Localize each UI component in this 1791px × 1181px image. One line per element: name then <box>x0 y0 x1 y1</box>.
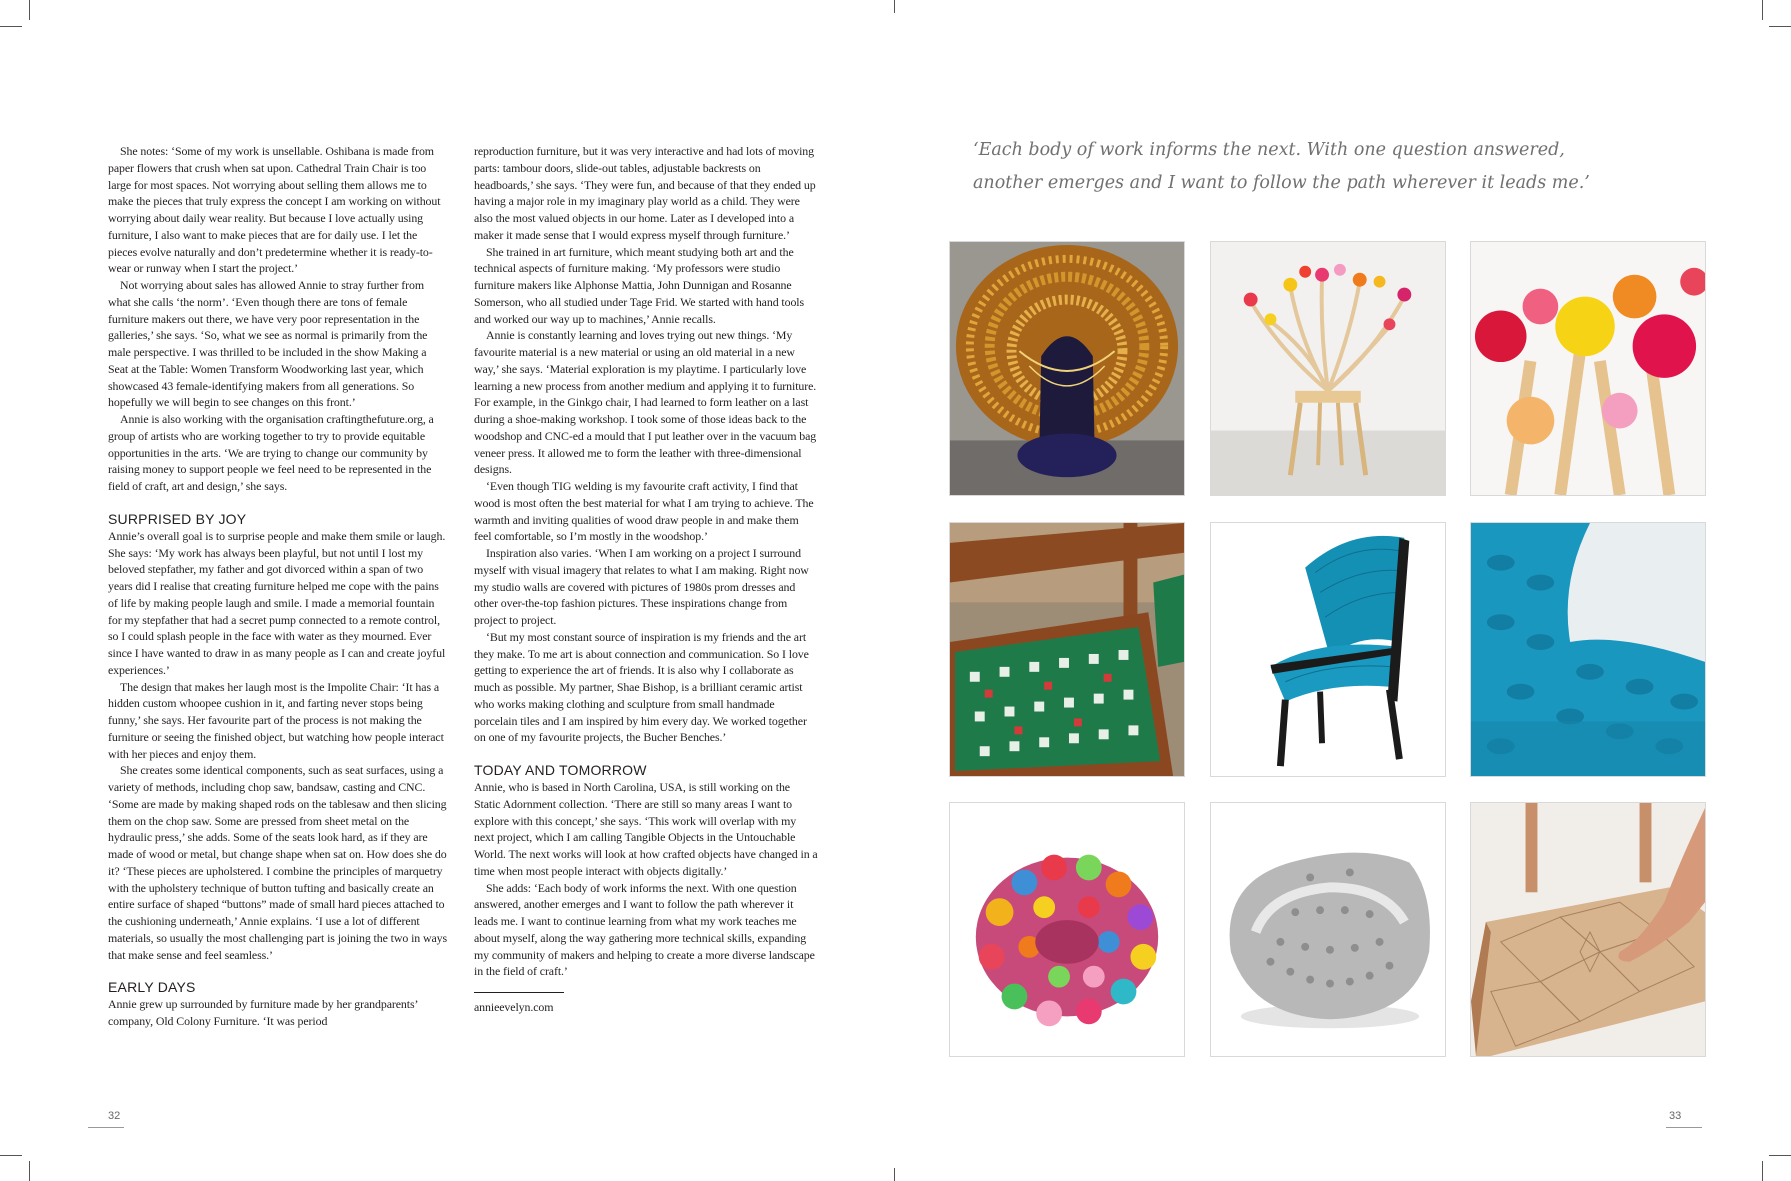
page-number-left: 32 <box>108 1110 121 1122</box>
photo-patterned-benches <box>949 522 1185 777</box>
article-middle-column <box>474 143 818 1016</box>
crop-mark <box>0 1155 22 1156</box>
body-paragraph: Not worrying about sales has allowed Annie to stray further from what she calls ‘the norm’. ‘Even though there are tons of female furniture makers out there, we have very poor representation in the galleries,’ she says. ‘So, what we see as normal is primarily from the male perspective. I was thrilled to be included in the show Making a Seat at the Table: Women Transform Woodworking last year, which showcased 43 female-identifying makers from all generations. So hopefully we will begin to see changes on this front.’ <box>108 278 428 410</box>
body-paragraph: Inspiration also varies. ‘When I am working on a project I surround myself with visual imagery that relates to what I am making. Right now my studio walls are covered with pictures of 1980s prom dresses and other over-the-top fashion pictures. These inspirations change from project to project. <box>474 546 809 627</box>
photo-wood-marquetry-seat <box>1470 802 1706 1057</box>
pull-quote <box>973 134 1593 200</box>
pull-quote-line: ‘Each body of work informs the next. With one question answered, <box>973 140 1565 160</box>
body-paragraph: ‘Even though TIG welding is my favourite craft activity, I find that wood is most often the best material for what I am trying to achieve. The warmth and inviting qualities of wood draw people in and make them feel comfortable, so I’m mostly in the woodshop.’ <box>474 479 814 544</box>
body-paragraph: She notes: ‘Some of my work is unsellable. Oshibana is made from paper flowers that crush when sat upon. Cathedral Train Chair is too large for most spaces. Not worrying about selling them allows me to make the pieces that truly express the concept I am working on without worrying about daily wear reality. But because I love actually using furniture, I also want to make pieces that are for daily use. I let the pieces evolve naturally and don’t predetermine whether it is ready-to-wear or runway when I start the project.’ <box>108 144 441 276</box>
photo-blue-tufted-chair <box>1210 522 1446 777</box>
crop-mark <box>29 0 30 20</box>
website-link[interactable]: annieevelyn.com <box>474 1000 554 1014</box>
section-heading-today-and-tomorrow: TODAY AND TOMORROW <box>474 762 647 778</box>
page-number-right: 33 <box>1669 1110 1682 1122</box>
photo-flower-chair <box>1210 241 1446 496</box>
body-paragraph: Annie is also working with the organisation craftingthefuture.org, a group of artists who are working together to try to provide equitable opportunities in the arts. ‘We are trying to change our community by raising money to support people we feel need to be represented in the field of craft, art and design,’ she says. <box>108 412 434 493</box>
body-paragraph: The design that makes her laugh most is the Impolite Chair: ‘It has a hidden custom whoopee cushion in it, and farting never stops being funny,’ she says. Her favourite part of the process is not making the furniture or seeing the finished object, but watching how people interact with her pieces and enjoy them. <box>108 679 444 761</box>
crop-mark <box>1769 1155 1791 1156</box>
crop-mark <box>1762 0 1763 20</box>
crop-mark <box>29 1161 30 1181</box>
body-paragraph: Annie is constantly learning and loves trying out new things. ‘My favourite material is a new material or using an old material in a new way,’ she says. ‘Material exploration is my playtime. I particularly love learning a new process from another medium and applying it to furniture. For example, in the Ginkgo chair, I had learned to form leather on a last during a shoe-making workshop. I took some of those ideas back to the woodshop and CNC-ed a mould that I put leather over in the vacuum bag veneer press. It allowed me to form the leather with three-dimensional designs. <box>474 328 817 477</box>
crop-mark <box>894 1168 895 1181</box>
photo-silver-beanbag <box>1210 802 1446 1057</box>
crop-mark <box>1762 1161 1763 1181</box>
crop-mark <box>1769 26 1791 27</box>
body-paragraph: She trained in art furniture, which meant studying both art and the technical aspects of furniture making. ‘My professors were studio furniture makers like Alphonse Mattia, John Dunnigan and Rosanne Somerson, who all studied under Tage Frid. We started with hand tools and worked our way up to machines,’ Annie recalls. <box>474 244 805 326</box>
body-paragraph: ‘But my most constant source of inspiration is my friends and the art they make. To me art is about connection and communication. So I love getting to experience the art of friends. It is also why I collaborate as much as possible. My partner, Shae Bishop, is a brilliant ceramic artist who works making clothing and sculpture from small handmade porcelain tiles and I am inspired by him every day. We worked together on one of my favourite projects, the Bucher Benches.’ <box>474 629 809 745</box>
body-paragraph: reproduction furniture, but it was very interactive and had lots of moving parts: tambour doors, slide-out tables, adjustable backrests on headboards,’ she says. ‘They were fun, and because of that they ended up having a major role in my imaginary play world as a child. They were also the most valued objects in our home. Later as I developed into a maker it made sense that I would express myself through furniture.’ <box>474 144 816 242</box>
section-heading-surprised-by-joy: SURPRISED BY JOY <box>108 510 247 527</box>
photo-oshibana-flower-seat <box>949 802 1185 1057</box>
body-paragraph: She adds: ‘Each body of work informs the next. With one question answered, another emerges and I want to follow the path wherever it leads me. I want to continue learning from what my work teaches me about myself, along the way gathering more technical skills, expanding my community of makers and helping to create a more diverse landscape in the field of craft.’ <box>474 880 815 979</box>
pull-quote-line: another emerges and I want to follow the path wherever it leads me.’ <box>973 173 1590 193</box>
photo-blue-seat-detail <box>1470 522 1706 777</box>
article-left-column <box>108 143 449 1030</box>
photo-flower-detail <box>1470 241 1706 496</box>
divider-rule <box>474 992 564 993</box>
body-paragraph: Annie, who is based in North Carolina, USA, is still working on the Static Adornment collection. ‘There are still so many areas I want to explore with this concept,’ she says. ‘This work will overlap with my next project, which I am calling Tangible Objects in the Untouchable World. The next works will look at how crafted objects have changed in a time when most people interact with objects digitally.’ <box>474 780 818 878</box>
body-paragraph: Annie grew up surrounded by furniture made by her grandparents’ company, Old Colony Furniture. ‘It was period <box>108 997 418 1028</box>
page-number-rule <box>88 1127 124 1128</box>
crop-mark <box>894 0 895 13</box>
section-heading-early-days: EARLY DAYS <box>108 979 196 996</box>
body-paragraph: She creates some identical components, such as seat surfaces, using a variety of methods, including chop saw, bandsaw, casting and CNC. ‘Some are made by making shaped rods on the tablesaw and then slicing them on the chop saw. Some are pressed from sheet metal on the hydraulic press,’ she adds. Some of the seats look hard, as if they are made of wood or metal, but change shape when sat on. How does she do it? ‘These pieces are upholstered. I combine the principles of marquetry with the upholstery technique of button tufting and basically create an entire surface of shaped “buttons” made of small hard pieces attached to the cushioning underneath,’ Annie explains. ‘I use a lot of different materials, so usually the most challenging part is joining the two in ways that make sense and feel seamless.’ <box>108 763 448 962</box>
body-paragraph: Annie’s overall goal is to surprise people and make them smile or laugh. She says: ‘My work has always been playful, but not until I lost my beloved stepfather, my father and got divorced within a span of two years did I realise that creating furniture helped me cope with the pains of life by making people laugh and smile. I made a memorial fountain for my stepfather that had a secret pump connected to a remote control, so I could splash people in the face with water as they mourned. Ever since I have wanted to draw in as many people as I can and create joyful experiences.’ <box>108 528 446 677</box>
page-number-rule <box>1666 1127 1702 1128</box>
photo-cathedral-train-chair <box>949 241 1185 496</box>
crop-mark <box>0 26 22 27</box>
